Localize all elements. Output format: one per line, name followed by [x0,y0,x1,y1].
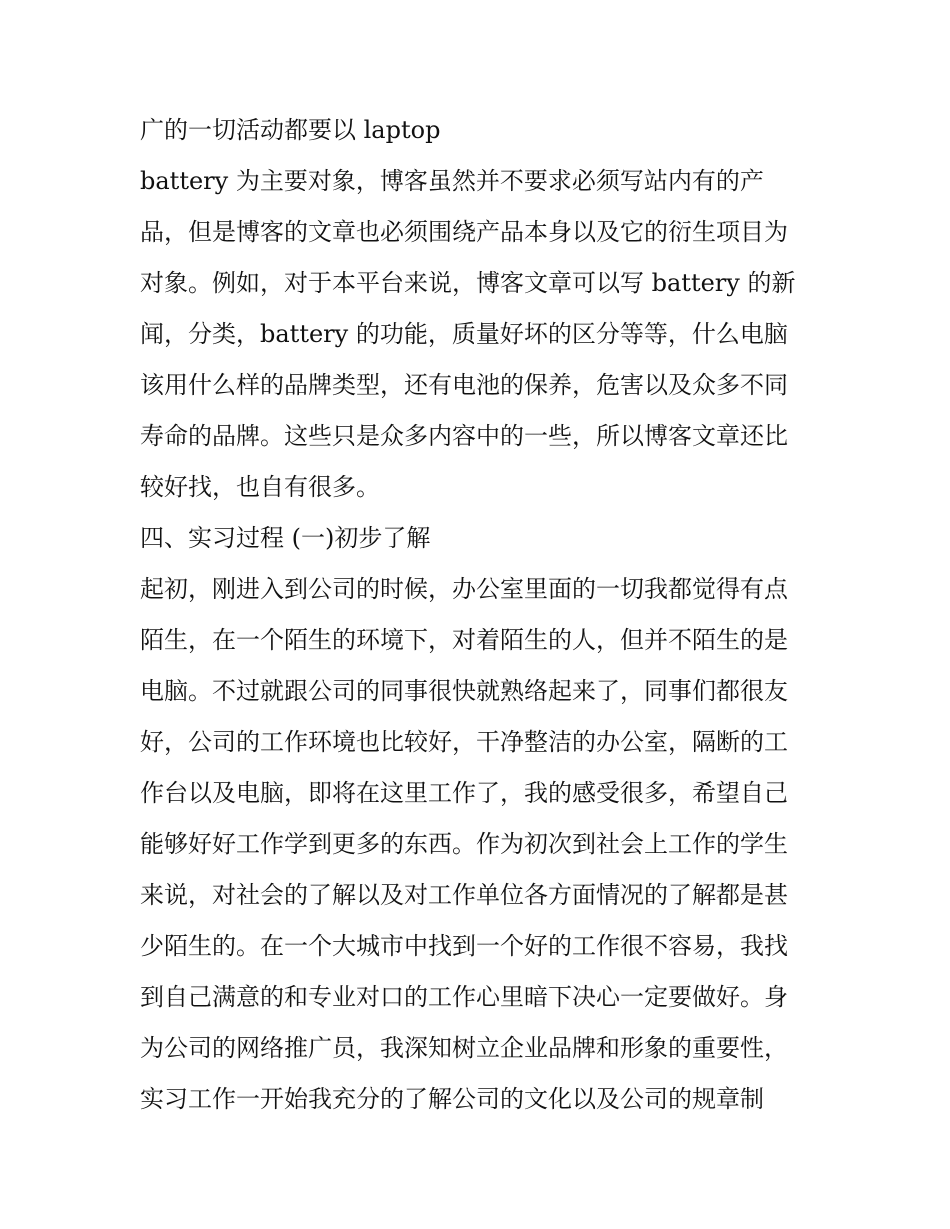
text-line: 少陌生的。在一个大城市中找到一个好的工作很不容易，我找 [140,932,788,960]
text-line: 电脑。不过就跟公司的同事很快就熟络起来了，同事们都很友 [140,677,788,705]
text-line: 实习工作一开始我充分的了解公司的文化以及公司的规章制 [140,1085,764,1113]
text-line: 对象。例如，对于本平台来说，博客文章可以写 battery 的新 [140,269,796,297]
text-line: 好，公司的工作环境也比较好，干净整洁的办公室，隔断的工 [140,728,788,756]
text-line: 该用什么样的品牌类型，还有电池的保养，危害以及众多不同 [140,371,788,399]
text-line: 广的一切活动都要以 laptop [140,116,441,144]
text-line: 起初，刚进入到公司的时候，办公室里面的一切我都觉得有点 [140,575,788,603]
text-line: 来说，对社会的了解以及对工作单位各方面情况的了解都是甚 [140,881,788,909]
section-heading: 四、实习过程 (一)初步了解 [140,524,431,552]
text-line: battery 为主要对象，博客虽然并不要求必须写站内有的产 [140,167,764,195]
text-line: 闻，分类，battery 的功能，质量好坏的区分等等，什么电脑 [140,320,788,348]
text-line: 到自己满意的和专业对口的工作心里暗下决心一定要做好。身 [140,983,788,1011]
text-line: 较好找，也自有很多。 [140,473,380,501]
text-line: 作台以及电脑，即将在这里工作了，我的感受很多，希望自己 [140,779,788,807]
text-line: 品，但是博客的文章也必须围绕产品本身以及它的衍生项目为 [140,218,788,246]
text-line: 陌生，在一个陌生的环境下，对着陌生的人，但并不陌生的是 [140,626,788,654]
text-line: 能够好好工作学到更多的东西。作为初次到社会上工作的学生 [140,830,788,858]
document-body [140,105,820,1125]
text-line: 寿命的品牌。这些只是众多内容中的一些，所以博客文章还比 [140,422,788,450]
text-line: 为公司的网络推广员，我深知树立企业品牌和形象的重要性， [140,1034,788,1062]
